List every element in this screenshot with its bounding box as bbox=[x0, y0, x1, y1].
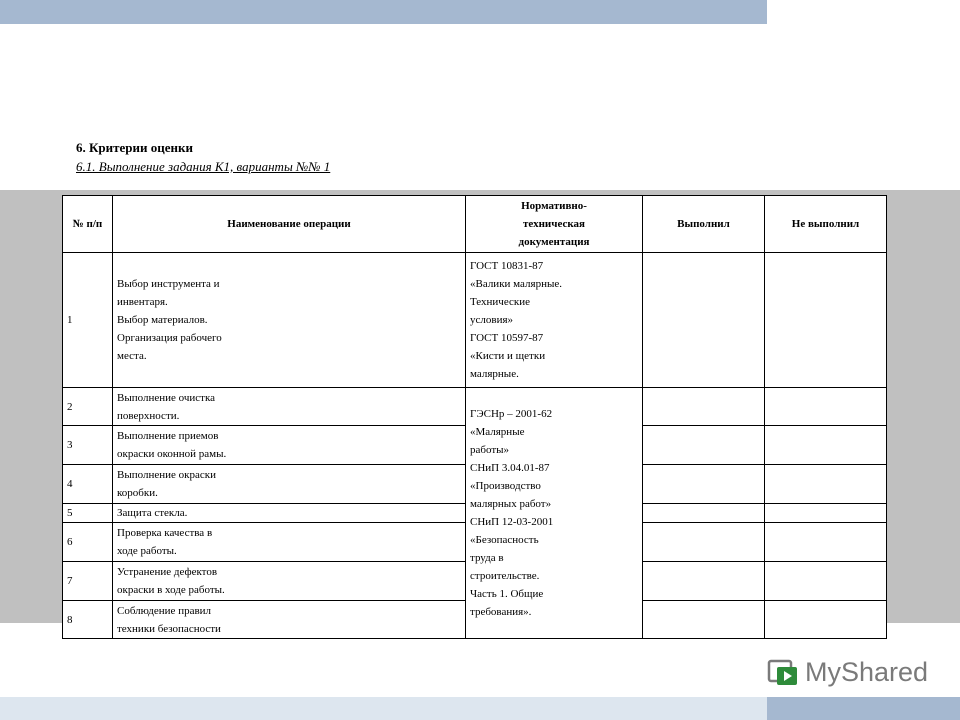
top-decor-gap bbox=[767, 0, 960, 24]
row-done-cell[interactable] bbox=[643, 426, 765, 465]
logo-text: MyShared bbox=[805, 657, 929, 687]
section-subheading: 6.1. Выполнение задания К1, варианты №№ 1 bbox=[76, 159, 331, 174]
row-not-done-cell[interactable] bbox=[765, 601, 887, 639]
row-not-done-cell[interactable] bbox=[765, 253, 887, 388]
header-not-done: Не выполнил bbox=[765, 196, 887, 253]
row-done-cell[interactable] bbox=[643, 601, 765, 639]
header-operation: Наименование операции bbox=[113, 196, 466, 253]
row-operation: Выполнение приемов окраски оконной рамы. bbox=[113, 426, 466, 465]
row-num: 8 bbox=[63, 601, 113, 639]
row-num: 7 bbox=[63, 562, 113, 601]
top-decor-bar bbox=[0, 0, 767, 24]
bottom-decor-bar-right bbox=[767, 697, 960, 720]
row-not-done-cell[interactable] bbox=[765, 562, 887, 601]
myshared-logo bbox=[767, 654, 927, 690]
table-row bbox=[63, 253, 887, 388]
row-num: 1 bbox=[63, 253, 113, 388]
row-not-done-cell[interactable] bbox=[765, 504, 887, 523]
row-done-cell[interactable] bbox=[643, 253, 765, 388]
row-num: 5 bbox=[63, 504, 113, 523]
row-done-cell[interactable] bbox=[643, 465, 765, 504]
row-not-done-cell[interactable] bbox=[765, 388, 887, 426]
row-done-cell[interactable] bbox=[643, 562, 765, 601]
row-not-done-cell[interactable] bbox=[765, 426, 887, 465]
row-not-done-cell[interactable] bbox=[765, 523, 887, 562]
row-done-cell[interactable] bbox=[643, 523, 765, 562]
bottom-decor-bar bbox=[0, 697, 767, 720]
header-done: Выполнил bbox=[643, 196, 765, 253]
row-operation: Соблюдение правил техники безопасности bbox=[113, 601, 466, 639]
row-operation: Выполнение окраски коробки. bbox=[113, 465, 466, 504]
row-docs: ГОСТ 10831-87 «Валики малярные. Технические условия» ГОСТ 10597-87 «Кисти и щетки малярные. bbox=[466, 253, 643, 388]
row-operation: Защита стекла. bbox=[113, 504, 466, 523]
section-heading: 6. Критерии оценки bbox=[76, 140, 193, 155]
row-num: 2 bbox=[63, 388, 113, 426]
criteria-table bbox=[62, 195, 887, 639]
row-num: 4 bbox=[63, 465, 113, 504]
table-row bbox=[63, 388, 887, 426]
row-operation: Проверка качества в ходе работы. bbox=[113, 523, 466, 562]
row-num: 3 bbox=[63, 426, 113, 465]
row-operation: Выполнение очистка поверхности. bbox=[113, 388, 466, 426]
table-header-row bbox=[63, 196, 887, 253]
header-num: № п/п bbox=[63, 196, 113, 253]
row-docs-merged: ГЭСНр – 2001-62 «Малярные работы» СНиП 3.04.01-87 «Производство малярных работ» СНиП 12-03-2001 «Безопасность труда в строительстве. Часть 1. Общие требования». bbox=[466, 388, 643, 639]
row-operation: Выбор инструмента и инвентаря. Выбор материалов. Организация рабочего места. bbox=[113, 253, 466, 388]
presentation-logo-icon bbox=[767, 656, 801, 688]
header-docs: Нормативно- техническая документация bbox=[466, 196, 643, 253]
row-done-cell[interactable] bbox=[643, 388, 765, 426]
row-num: 6 bbox=[63, 523, 113, 562]
row-operation: Устранение дефектов окраски в ходе работы. bbox=[113, 562, 466, 601]
row-done-cell[interactable] bbox=[643, 504, 765, 523]
row-not-done-cell[interactable] bbox=[765, 465, 887, 504]
